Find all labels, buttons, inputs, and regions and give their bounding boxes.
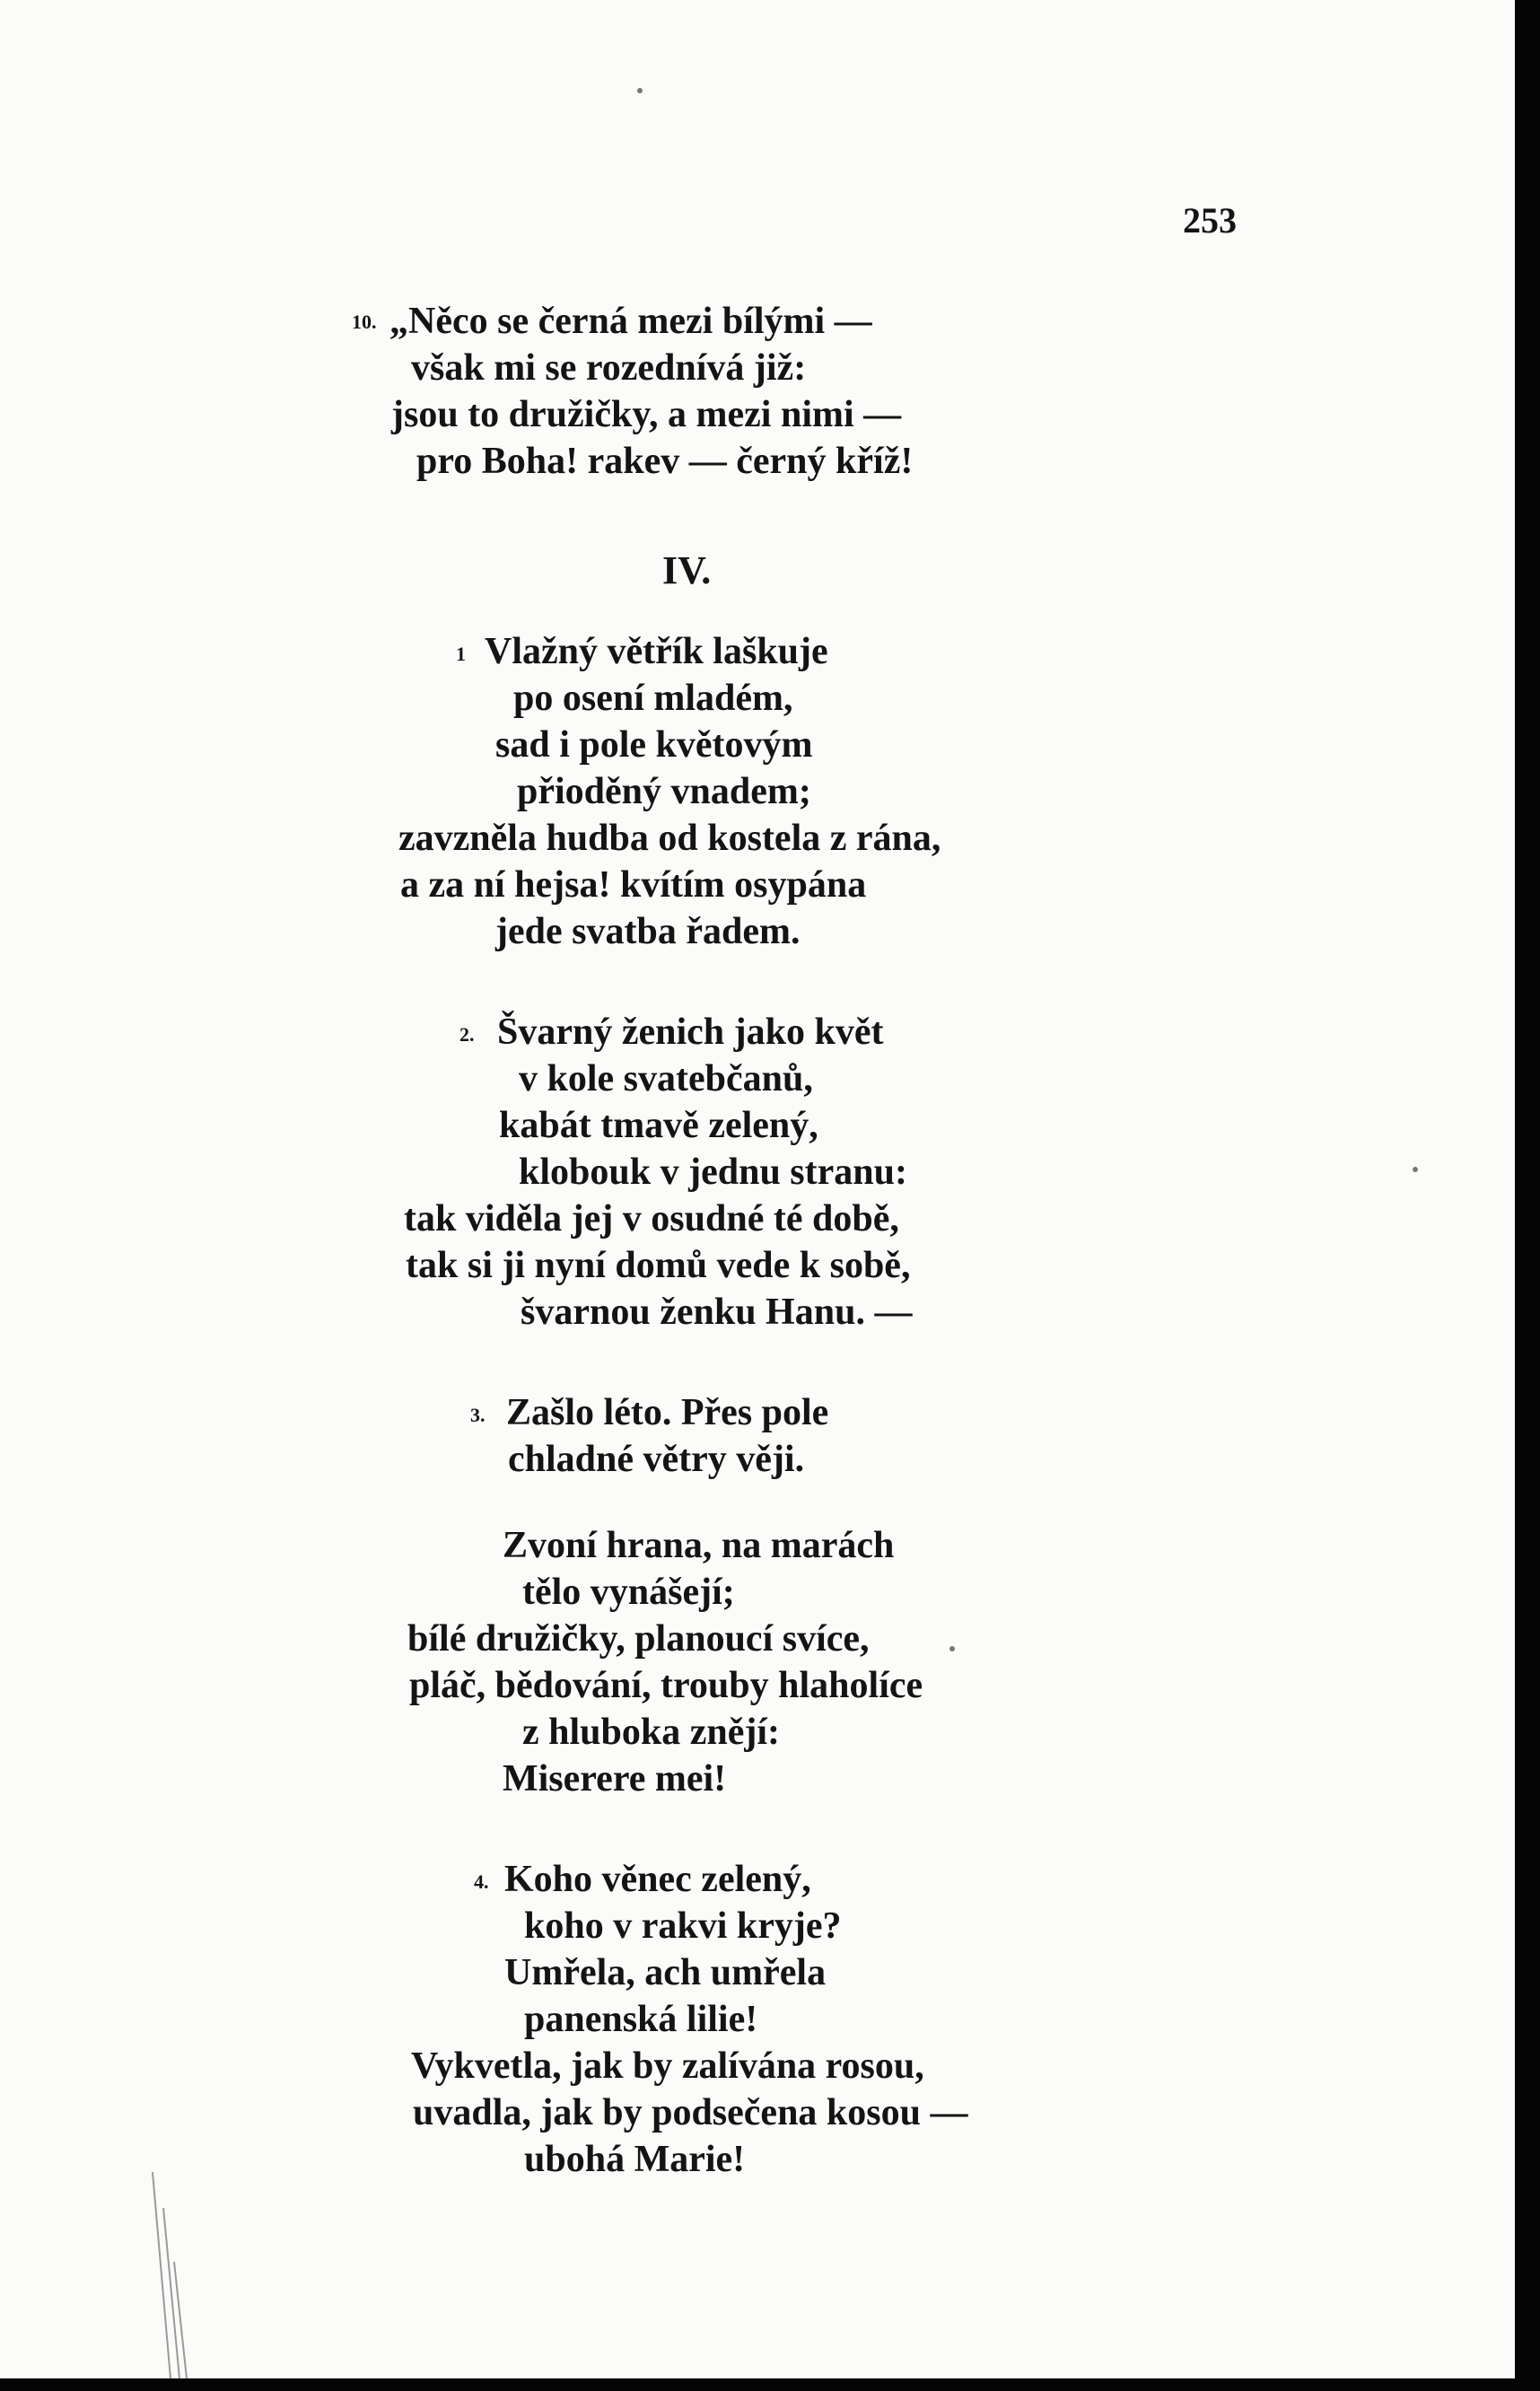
poem-line: však mi se rozednívá již:: [411, 347, 807, 389]
verse-number: 2.: [459, 1023, 475, 1046]
poem-line: po osení mladém,: [513, 678, 793, 719]
poem-line: bílé družičky, planoucí svíce,: [407, 1618, 870, 1660]
poem-line: Miserere mei!: [503, 1758, 727, 1800]
poem-line: pro Boha! rakev — černý kříž!: [416, 441, 914, 482]
poem-line: jede svatba řadem.: [495, 911, 801, 952]
poem-line: sad i pole květovým: [495, 724, 813, 766]
poem-line: a za ní hejsa! kvítím osypána: [400, 864, 867, 906]
poem-line: švarnou ženku Hanu. —: [521, 1292, 913, 1333]
poem-line: tak viděla jej v osudné té době,: [404, 1198, 899, 1239]
poem-line: tělo vynášejí;: [522, 1572, 735, 1613]
verse-number: 3.: [470, 1404, 486, 1426]
poem-line: Zvoní hrana, na marách: [503, 1525, 895, 1566]
poem-line: jsou to družičky, a mezi nimi —: [391, 394, 902, 435]
poem-line: kabát tmavě zelený,: [499, 1105, 818, 1146]
poem-line: koho v rakvi kryje?: [524, 1905, 842, 1947]
paper-speck: [949, 1646, 955, 1651]
poem-line: chladné větry věji.: [508, 1439, 805, 1480]
poem-line: tak si ji nyní domů vede k sobě,: [406, 1245, 911, 1286]
page-fold-marks: [144, 2172, 215, 2378]
poem-line: zavzněla hudba od kostela z rána,: [398, 818, 941, 859]
poem-line: Vykvetla, jak by zalívána rosou,: [411, 2045, 924, 2087]
page-number: 253: [1183, 200, 1237, 241]
poem-line: klobouk v jednu stranu:: [519, 1152, 907, 1193]
poem-line: ubohá Marie!: [524, 2139, 746, 2180]
paper-speck: [637, 88, 643, 93]
poem-line: z hluboka znějí:: [522, 1712, 781, 1753]
poem-line: pláč, bědování, trouby hlaholíce: [409, 1665, 923, 1706]
section-heading: IV.: [662, 548, 712, 592]
poem-line: uvadla, jak by podsečena kosou —: [413, 2092, 968, 2133]
paper-speck: [1413, 1167, 1418, 1172]
poem-line: v kole svatebčanů,: [519, 1058, 813, 1099]
poem-line: „Něco se černá mezi bílými —: [389, 301, 872, 342]
poem-line: Zašlo léto. Přes pole: [506, 1392, 829, 1433]
poem-line: panenská lilie!: [524, 1999, 758, 2040]
poem-line: přioděný vnadem;: [517, 771, 811, 812]
poem-line: Umřela, ach umřela: [504, 1952, 827, 1993]
poem-line: Švarný ženich jako květ: [497, 1012, 884, 1053]
poem-line: Koho věnec zelený,: [504, 1859, 811, 1900]
verse-number: 4.: [474, 1870, 489, 1893]
verse-number: 10.: [352, 311, 377, 333]
verse-number: 1: [456, 643, 466, 665]
poem-line: Vlažný větřík laškuje: [485, 631, 828, 672]
